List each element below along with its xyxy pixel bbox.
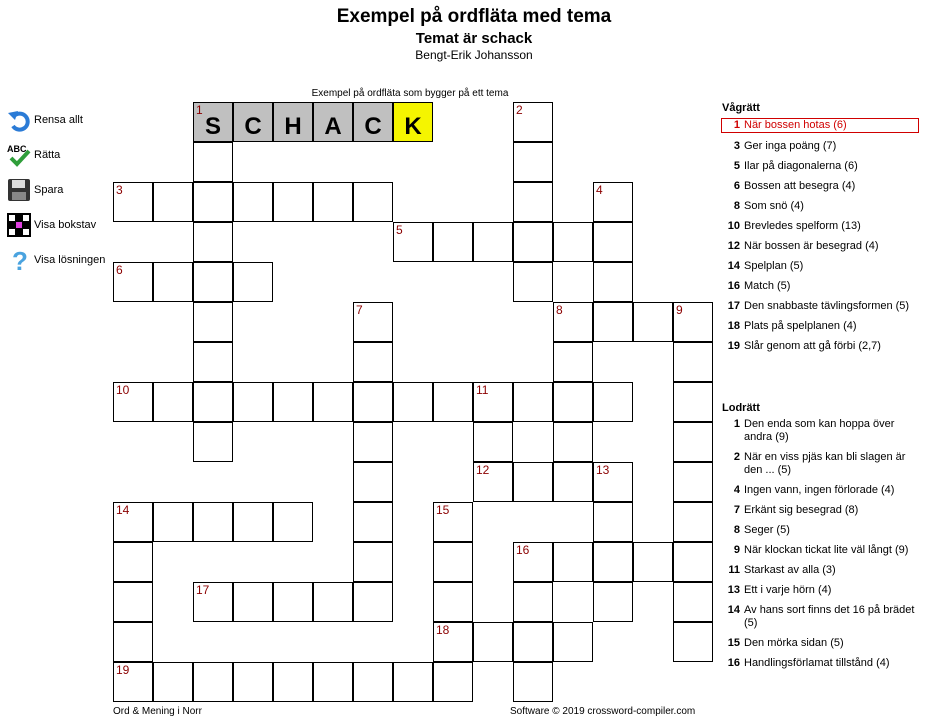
clue-text: Bossen att besegra (4) bbox=[744, 180, 856, 192]
grid-cell[interactable] bbox=[433, 542, 473, 582]
grid-cell[interactable] bbox=[553, 462, 593, 502]
grid-cell[interactable] bbox=[353, 422, 393, 462]
grid-cell[interactable] bbox=[673, 422, 713, 462]
down-clue[interactable] bbox=[722, 524, 918, 537]
grid-cell[interactable] bbox=[153, 662, 193, 702]
grid-cell[interactable] bbox=[193, 102, 233, 142]
footer-software-credit: Software © 2019 crossword-compiler.com bbox=[510, 706, 696, 717]
grid-cell[interactable] bbox=[393, 222, 433, 262]
down-clue[interactable] bbox=[722, 604, 918, 630]
grid-cell[interactable] bbox=[433, 662, 473, 702]
clue-text: Den snabbaste tävlingsformen (5) bbox=[744, 300, 910, 312]
clue-number: 16 bbox=[516, 543, 530, 557]
grid-cell[interactable] bbox=[353, 662, 393, 702]
grid-cell[interactable] bbox=[553, 302, 593, 342]
clue-text: Ger inga poäng (7) bbox=[744, 140, 837, 152]
grid-cell[interactable] bbox=[193, 342, 233, 382]
grid-cell[interactable] bbox=[273, 102, 313, 142]
clue-text: Som snö (4) bbox=[744, 200, 804, 212]
grid-cell[interactable] bbox=[193, 582, 233, 622]
grid-cell[interactable] bbox=[113, 262, 153, 302]
grid-cell[interactable] bbox=[393, 102, 433, 142]
grid-cell[interactable] bbox=[353, 302, 393, 342]
grid-cell[interactable] bbox=[233, 262, 273, 302]
clue-number-label: 17 bbox=[727, 300, 740, 312]
clue-number-label: 1 bbox=[733, 418, 740, 430]
grid-cell[interactable] bbox=[153, 182, 193, 222]
clue-number: 8 bbox=[556, 303, 563, 317]
grid-cell[interactable] bbox=[233, 502, 273, 542]
save-button[interactable] bbox=[6, 176, 63, 204]
grid-cell[interactable] bbox=[673, 622, 713, 662]
clue-number-label: 16 bbox=[727, 657, 740, 669]
grid-cell[interactable] bbox=[673, 382, 713, 422]
clue-number-label: 11 bbox=[728, 564, 740, 576]
grid-cell[interactable] bbox=[593, 382, 633, 422]
entered-letter: H bbox=[284, 113, 302, 140]
grid-cell[interactable] bbox=[553, 542, 593, 582]
clue-text: Seger (5) bbox=[744, 524, 790, 536]
puzzle-author: Bengt-Erik Johansson bbox=[415, 48, 533, 62]
grid-cell[interactable] bbox=[193, 182, 233, 222]
clue-text: Den mörka sidan (5) bbox=[744, 637, 844, 649]
grid-cell[interactable] bbox=[313, 102, 353, 142]
clue-number-label: 13 bbox=[727, 584, 740, 596]
undo-arrow-icon bbox=[6, 107, 32, 133]
svg-text:?: ? bbox=[12, 247, 28, 273]
clue-text: Brevledes spelform (13) bbox=[744, 220, 861, 232]
clue-text: Spelplan (5) bbox=[744, 260, 804, 272]
grid-cell[interactable] bbox=[233, 582, 273, 622]
grid-cell[interactable] bbox=[513, 622, 553, 662]
check-button[interactable] bbox=[6, 141, 60, 169]
across-clue[interactable] bbox=[722, 320, 918, 333]
clue-text: När en viss pjäs kan bli slagen är den ... (5) bbox=[744, 451, 906, 476]
across-clues bbox=[722, 102, 919, 360]
clue-text: Slår genom att gå förbi (2,7) bbox=[744, 340, 881, 352]
grid-reveal-icon bbox=[6, 212, 32, 238]
clue-text: När bossen är besegrad (4) bbox=[744, 240, 879, 252]
grid-cell[interactable] bbox=[353, 462, 393, 502]
clue-number: 14 bbox=[116, 503, 130, 517]
clue-number-label: 7 bbox=[733, 504, 740, 516]
clue-number: 6 bbox=[116, 263, 123, 277]
grid-cell[interactable] bbox=[473, 222, 513, 262]
grid-cell[interactable] bbox=[433, 222, 473, 262]
question-mark-icon bbox=[6, 247, 32, 273]
clue-number-label: 14 bbox=[727, 260, 740, 272]
grid-cell[interactable] bbox=[313, 182, 353, 222]
grid-cell[interactable] bbox=[193, 422, 233, 462]
clue-text: Ilar på diagonalerna (6) bbox=[744, 160, 858, 172]
grid-cell[interactable] bbox=[513, 382, 553, 422]
grid-cell[interactable] bbox=[513, 462, 553, 502]
across-clue[interactable] bbox=[722, 220, 918, 233]
grid-cell[interactable] bbox=[353, 342, 393, 382]
svg-text:ABC: ABC bbox=[7, 144, 27, 154]
clue-text: Erkänt sig besegrad (8) bbox=[744, 504, 859, 516]
reveal-solution-button[interactable] bbox=[6, 246, 105, 274]
grid-cell[interactable] bbox=[593, 462, 633, 502]
clue-number: 5 bbox=[396, 223, 403, 237]
grid-cell[interactable] bbox=[273, 662, 313, 702]
grid-cell[interactable] bbox=[193, 302, 233, 342]
grid-cell[interactable] bbox=[233, 102, 273, 142]
clue-number: 18 bbox=[436, 623, 450, 637]
clue-text: Den enda som kan hoppa över andra (9) bbox=[744, 418, 895, 443]
abc-check-icon bbox=[6, 142, 32, 168]
clear-all-label: Rensa allt bbox=[34, 114, 83, 126]
clue-number-label: 2 bbox=[733, 451, 740, 463]
grid-cell[interactable] bbox=[113, 622, 153, 662]
grid-cell[interactable] bbox=[673, 342, 713, 382]
grid-cell[interactable] bbox=[673, 302, 713, 342]
grid-cell[interactable] bbox=[473, 622, 513, 662]
grid-cell[interactable] bbox=[273, 182, 313, 222]
grid-cell[interactable] bbox=[353, 382, 393, 422]
clue-number: 1 bbox=[196, 103, 203, 117]
clue-number: 3 bbox=[116, 183, 123, 197]
across-clue[interactable] bbox=[722, 340, 918, 353]
grid-cell[interactable] bbox=[193, 222, 233, 262]
grid-cell[interactable] bbox=[513, 142, 553, 182]
across-clue[interactable] bbox=[722, 200, 918, 213]
grid-cell[interactable] bbox=[273, 382, 313, 422]
grid-cell[interactable] bbox=[353, 502, 393, 542]
grid-cell[interactable] bbox=[473, 422, 513, 462]
grid-cell[interactable] bbox=[673, 582, 713, 622]
clue-number-label: 5 bbox=[733, 160, 740, 172]
down-clue[interactable] bbox=[722, 637, 918, 650]
grid-cell[interactable] bbox=[193, 662, 233, 702]
grid-cell[interactable] bbox=[513, 182, 553, 222]
floppy-disk-icon bbox=[6, 177, 32, 203]
entered-letter: K bbox=[404, 113, 422, 140]
down-clue[interactable] bbox=[722, 418, 918, 444]
clue-number: 10 bbox=[116, 383, 130, 397]
grid-cell[interactable] bbox=[513, 102, 553, 142]
grid-cell[interactable] bbox=[153, 502, 193, 542]
grid-cell[interactable] bbox=[553, 622, 593, 662]
grid-cell[interactable] bbox=[513, 662, 553, 702]
reveal-solution-label: Visa lösningen bbox=[34, 254, 106, 266]
clue-number-label: 12 bbox=[727, 240, 740, 252]
clue-number-label: 3 bbox=[733, 140, 740, 152]
grid-cell[interactable] bbox=[513, 222, 553, 262]
grid-cell[interactable] bbox=[433, 502, 473, 542]
down-clue[interactable] bbox=[722, 484, 918, 497]
clue-number-label: 10 bbox=[727, 220, 740, 232]
grid-cell[interactable] bbox=[553, 342, 593, 382]
save-label: Spara bbox=[34, 184, 64, 196]
grid-cell[interactable] bbox=[593, 542, 633, 582]
entered-letter: C bbox=[364, 113, 382, 140]
across-clue[interactable] bbox=[722, 160, 918, 173]
clue-text: När bossen hotas (6) bbox=[744, 119, 847, 131]
grid-caption: Exempel på ordfläta som bygger på ett tema bbox=[311, 88, 509, 99]
grid-cell[interactable] bbox=[353, 102, 393, 142]
across-clue[interactable] bbox=[722, 300, 918, 313]
clue-number: 7 bbox=[356, 303, 363, 317]
clue-number-label: 15 bbox=[727, 637, 740, 649]
clue-text: Match (5) bbox=[744, 280, 791, 292]
check-label: Rätta bbox=[34, 149, 61, 161]
grid-cell[interactable] bbox=[353, 542, 393, 582]
clue-text: När klockan tickat lite väl långt (9) bbox=[744, 544, 909, 556]
grid-cell[interactable] bbox=[593, 302, 633, 342]
clue-text: Plats på spelplanen (4) bbox=[744, 320, 857, 332]
grid-cell[interactable] bbox=[113, 502, 153, 542]
grid-cell[interactable] bbox=[193, 142, 233, 182]
clue-text: Ingen vann, ingen förlorade (4) bbox=[744, 484, 895, 496]
clue-text: Handlingsförlamat tillstånd (4) bbox=[744, 657, 890, 669]
down-clue[interactable] bbox=[722, 451, 918, 477]
clue-number: 12 bbox=[476, 463, 490, 477]
grid-cell[interactable] bbox=[553, 222, 593, 262]
down-heading: Lodrätt bbox=[722, 402, 760, 414]
clue-number-label: 18 bbox=[727, 320, 740, 332]
clue-text: Ett i varje hörn (4) bbox=[744, 584, 832, 596]
grid-cell[interactable] bbox=[313, 382, 353, 422]
across-clue[interactable] bbox=[722, 280, 918, 293]
grid-cell[interactable] bbox=[113, 582, 153, 622]
grid-cell[interactable] bbox=[313, 662, 353, 702]
down-clue[interactable] bbox=[722, 504, 918, 517]
down-clue[interactable] bbox=[722, 584, 918, 597]
grid-cell[interactable] bbox=[313, 582, 353, 622]
clue-number-label: 9 bbox=[733, 544, 740, 556]
grid-cell[interactable] bbox=[233, 182, 273, 222]
across-clue[interactable] bbox=[722, 180, 918, 193]
grid-cell[interactable] bbox=[673, 542, 713, 582]
grid-cell[interactable] bbox=[233, 382, 273, 422]
across-clue[interactable] bbox=[722, 140, 918, 153]
grid-cell[interactable] bbox=[113, 542, 153, 582]
grid-cell[interactable] bbox=[353, 582, 393, 622]
grid-cell[interactable] bbox=[353, 182, 393, 222]
clue-number-label: 8 bbox=[733, 200, 740, 212]
across-clue[interactable] bbox=[722, 260, 918, 273]
grid-cell[interactable] bbox=[473, 382, 513, 422]
clue-number: 4 bbox=[596, 183, 603, 197]
clue-number-label: 14 bbox=[727, 604, 740, 616]
grid-cell[interactable] bbox=[393, 382, 433, 422]
grid-cell[interactable] bbox=[513, 262, 553, 302]
clue-number: 11 bbox=[476, 383, 489, 397]
entered-letter: A bbox=[324, 113, 342, 140]
grid-cell[interactable] bbox=[633, 542, 673, 582]
entered-letter: S bbox=[204, 113, 221, 140]
grid-cell[interactable] bbox=[593, 262, 633, 302]
grid-cell[interactable] bbox=[153, 382, 193, 422]
clue-number-label: 1 bbox=[733, 119, 740, 131]
clue-text: Av hans sort finns det 16 på brädet (5) bbox=[744, 604, 915, 629]
grid-cell[interactable] bbox=[273, 502, 313, 542]
reveal-letter-button[interactable] bbox=[6, 211, 96, 239]
clue-number: 2 bbox=[516, 103, 523, 117]
down-clue[interactable] bbox=[722, 564, 918, 577]
grid-cell[interactable] bbox=[593, 502, 633, 542]
grid-cell[interactable] bbox=[593, 182, 633, 222]
grid-cell[interactable] bbox=[273, 582, 313, 622]
across-heading: Vågrätt bbox=[722, 102, 760, 114]
grid-cell[interactable] bbox=[433, 582, 473, 622]
reveal-letter-label: Visa bokstav bbox=[34, 219, 97, 231]
down-clues bbox=[722, 402, 918, 686]
grid-cell[interactable] bbox=[193, 502, 233, 542]
clue-number: 13 bbox=[596, 463, 610, 477]
across-clue[interactable] bbox=[722, 240, 918, 253]
clue-number-label: 6 bbox=[733, 180, 740, 192]
clue-number: 17 bbox=[196, 583, 210, 597]
grid-cell[interactable] bbox=[513, 542, 553, 582]
grid-cell[interactable] bbox=[433, 622, 473, 662]
footer-publisher: Ord & Mening i Norr bbox=[113, 706, 202, 717]
grid-cell[interactable] bbox=[113, 182, 153, 222]
grid-cell[interactable] bbox=[233, 662, 273, 702]
down-clue[interactable] bbox=[722, 544, 918, 557]
puzzle-subtitle: Temat är schack bbox=[415, 30, 533, 47]
across-clue[interactable] bbox=[721, 118, 919, 133]
grid-cell[interactable] bbox=[193, 382, 233, 422]
clear-all-button[interactable] bbox=[6, 106, 83, 134]
grid-cell[interactable] bbox=[193, 262, 233, 302]
entered-letter: C bbox=[244, 113, 262, 140]
grid-cell[interactable] bbox=[433, 382, 473, 422]
clue-number-label: 8 bbox=[733, 524, 740, 536]
clue-number: 15 bbox=[436, 503, 450, 517]
clue-number-label: 4 bbox=[733, 484, 740, 496]
grid-cell[interactable] bbox=[673, 462, 713, 502]
clue-number-label: 19 bbox=[727, 340, 740, 352]
grid-cell[interactable] bbox=[593, 222, 633, 262]
clue-text: Starkast av alla (3) bbox=[744, 564, 836, 576]
clue-number: 19 bbox=[116, 663, 130, 677]
down-clue[interactable] bbox=[722, 657, 918, 670]
grid-cell[interactable] bbox=[633, 302, 673, 342]
grid-cell[interactable] bbox=[153, 262, 193, 302]
puzzle-title: Exempel på ordfläta med tema bbox=[336, 6, 612, 27]
grid-cell[interactable] bbox=[553, 422, 593, 462]
grid-cell[interactable] bbox=[393, 662, 433, 702]
grid-cell[interactable] bbox=[593, 582, 633, 622]
grid-cell[interactable] bbox=[513, 582, 553, 622]
grid-cell[interactable] bbox=[673, 502, 713, 542]
clue-number-label: 16 bbox=[727, 280, 740, 292]
grid-cell[interactable] bbox=[113, 662, 153, 702]
clue-number: 9 bbox=[676, 303, 683, 317]
grid-cell[interactable] bbox=[553, 382, 593, 422]
grid-cell[interactable] bbox=[113, 382, 153, 422]
grid-cell[interactable] bbox=[473, 462, 513, 502]
